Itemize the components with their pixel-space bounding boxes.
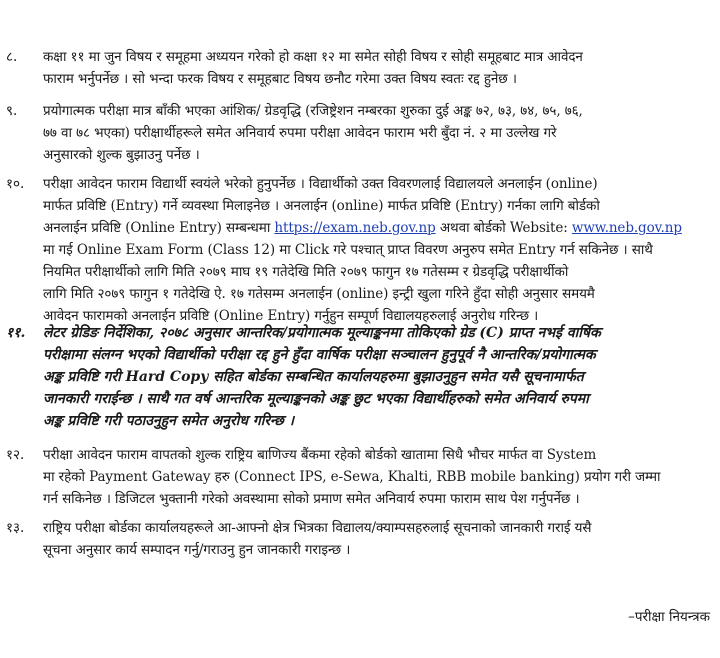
signature-exam-controller: –परीक्षा नियन्त्रक — [628, 609, 710, 625]
text-line: आवेदन फारामको अनलाईन प्रविष्टि (Online Entry) गर्नुहुन सम्पूर्ण विद्यालयहरुलाई अनुरोध गरिन्छ । — [43, 308, 539, 324]
text-line-with-links — [43, 217, 711, 239]
text-segment: अथवा बोर्डको Website: — [435, 220, 572, 236]
item-text — [43, 517, 711, 561]
item-number: १३. — [6, 520, 25, 536]
item-text — [43, 444, 711, 510]
text-line: फाराम भर्नुपर्नेछ । सो भन्दा फरक विषय र समूहबाट विषय छनौट गरेमा उक्त विषय स्वतः रद्द हुनेछ । — [43, 71, 517, 87]
text-line: जानकारी गराईन्छ । साथै गत वर्ष आन्तरिक मूल्याङ्कनको अङ्क छुट भएका विद्यार्थीहरुको समेत अनिवार्य रुपमा — [43, 391, 589, 407]
item-text — [43, 100, 711, 166]
text-line: गर्न सकिनेछ । डिजिटल भुक्तानी गरेको अवस्थामा सोको प्रमाण समेत अनिवार्य रुपमा फाराम साथ पेश गर्नुपर्नेछ । — [43, 491, 580, 507]
text-line: मा रहेको Payment Gateway हरु (Connect IPS, e-Sewa, Khalti, RBB mobile banking) प्रयोग गरी जम्मा — [43, 469, 661, 485]
text-line: परीक्षा आवेदन फाराम वापतको शुल्क राष्ट्रिय बाणिज्य बैंकमा रहेको बोर्डको खातामा सिधै भौचर मार्फत वा System — [43, 447, 597, 463]
text-line: लेटर ग्रेडिङ निर्देशिका, २०७८ अनुसार आन्तरिक/प्रयोगात्मक मूल्याङ्कनमा तोकिएको ग्रेड (C) प्राप्त नभई वार्षिक — [43, 325, 601, 341]
item-text — [43, 322, 711, 432]
text-line: कक्षा ११ मा जुन विषय र समूहमा अध्ययन गरेको हो कक्षा १२ मा समेत सोही विषय र सोही समूहबाट मात्र आवेदन — [43, 49, 583, 65]
item-number: ८. — [6, 49, 18, 65]
text-line: अनुसारको शुल्क बुझाउनु पर्नेछ । — [43, 147, 200, 163]
item-number: ११. — [6, 325, 26, 341]
text-line: मार्फत प्रविष्टि (Entry) गर्ने व्यवस्था मिलाइनेछ । अनलाईन (online) मार्फत प्रविष्टि (Entry) गर्नका लागि बोर्डको — [43, 198, 600, 214]
text-line: राष्ट्रिय परीक्षा बोर्डका कार्यालयहरूले आ-आफ्नो क्षेत्र भित्रका विद्यालय/क्याम्पसहरुलाई सूचनाको जानकारी गराई यसै — [43, 520, 592, 536]
text-line: अङ्क प्रविष्टि गरी पठाउनुहुन समेत अनुरोध गरिन्छ । — [43, 413, 295, 429]
text-line: ७७ वा ७८ भएका) परीक्षार्थीहरूले समेत अनिवार्य रुपमा परीक्षा आवेदन फाराम भरी बुँदा नं. २ मा उल्लेख गरे — [43, 125, 557, 141]
board-website-link[interactable]: www.neb.gov.np — [571, 220, 682, 236]
item-number: १०. — [6, 176, 25, 192]
text-line: अङ्क प्रविष्टि गरी Hard Copy सहित बोर्डका सम्बन्धित कार्यालयहरुमा बुझाउनुहुन समेत यसै सूचनामार्फत — [43, 369, 584, 385]
item-text — [43, 46, 711, 90]
text-line: लागि मिति २०७९ फागुन १ गतेदेखि ऐ. १७ गतेसम्म अनलाईन (online) इन्ट्री खुला गरिने हुँदा सोही अनुसार समयमै — [43, 286, 595, 302]
text-segment: अनलाईन प्रविष्टि (Online Entry) सम्बन्धमा — [43, 220, 275, 236]
text-line: प्रयोगात्मक परीक्षा मात्र बाँकी भएका आंशिक/ ग्रेडवृद्धि (रजिष्ट्रेशन नम्बरका शुरुका दुई अङ्क ७२, ७३, ७४, ७५, ७६, — [43, 103, 583, 119]
text-line: मा गई Online Exam Form (Class 12) मा Click गरे पश्चात् प्राप्त विवरण अनुरुप समेत Entry गर्न सकिनेछ । साथै — [43, 242, 653, 258]
item-text — [43, 173, 711, 327]
item-number: १२. — [6, 447, 25, 463]
text-line: परीक्षामा संलग्न भएको विद्यार्थीको परीक्षा रद्द हुने हुँदा वार्षिक परीक्षा सञ्चालन हुनुपूर्व नै आन्तरिक/प्रयोगात्मक — [43, 347, 596, 363]
text-line: सूचना अनुसार कार्य सम्पादन गर्नु/गराउनु हुन जानकारी गराइन्छ । — [43, 542, 351, 558]
exam-portal-link[interactable]: https://exam.neb.gov.np — [274, 220, 436, 236]
text-line: नियमित परीक्षार्थीको लागि मिति २०७९ माघ १९ गतेदेखि मिति २०७९ फागुन १७ गतेसम्म र ग्रेडवृद्धि परीक्षार्थीको — [43, 264, 569, 280]
text-line: परीक्षा आवेदन फाराम विद्यार्थी स्वयंले भरेको हुनुपर्नेछ । विद्यार्थीको उक्त विवरणलाई विद्यालयले अनलाईन (online) — [43, 176, 598, 192]
item-number: ९. — [6, 103, 18, 119]
